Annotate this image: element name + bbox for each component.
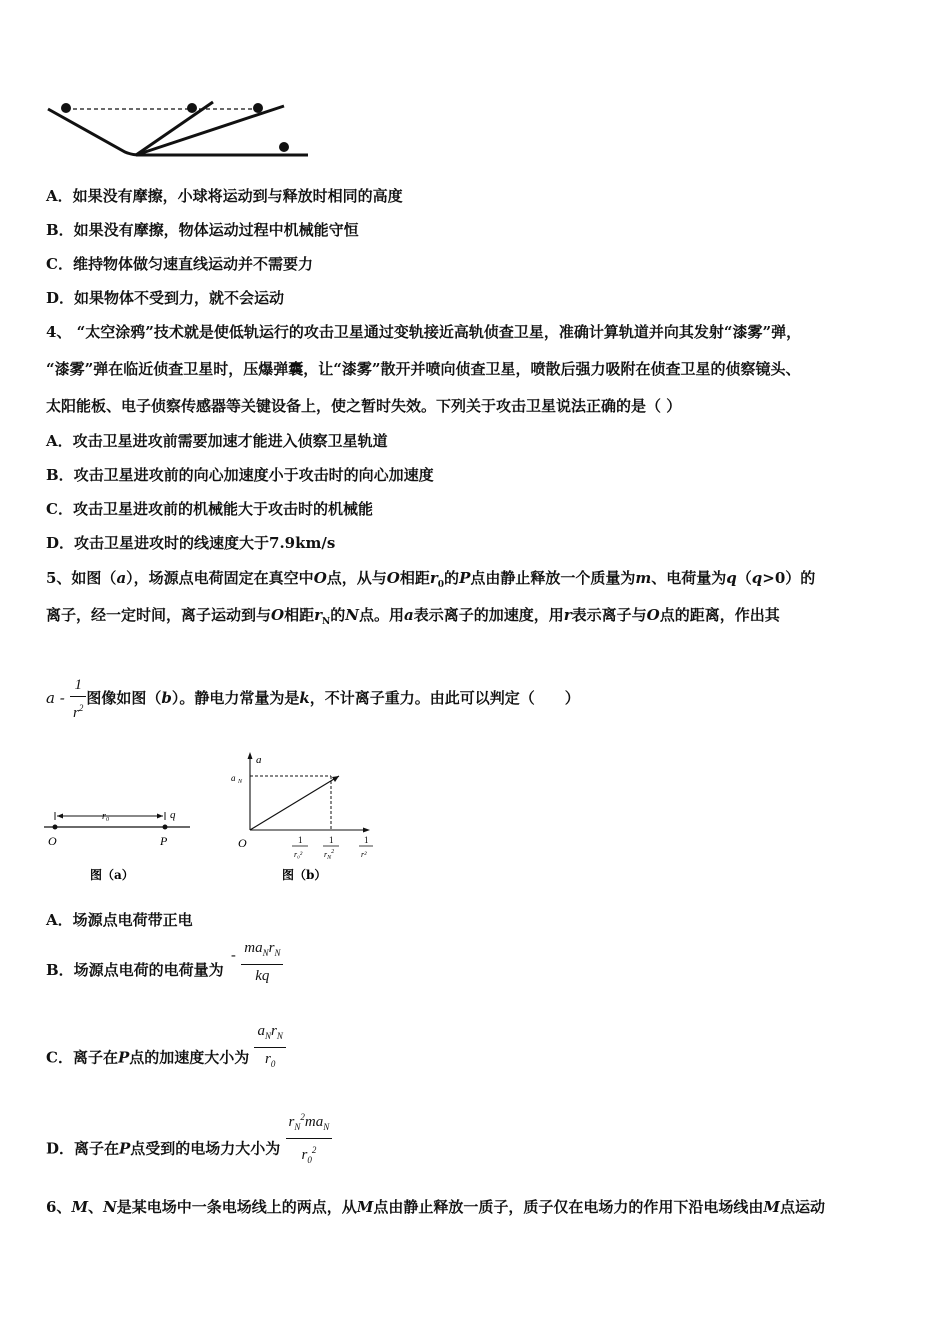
q3-option-c: C．维持物体做匀速直线运动并不需要力 — [46, 255, 313, 273]
q4-option-b: B．攻击卫星进攻前的向心加速度小于攻击时的向心加速度 — [46, 466, 434, 484]
svg-text:1: 1 — [329, 835, 334, 845]
q5-option-a: A．场源点电荷带正电 — [46, 911, 193, 929]
graph-line — [250, 776, 339, 830]
figure-a — [40, 798, 200, 890]
P-label: P — [160, 834, 168, 848]
q3-option-a: A．如果没有摩擦，小球将运动到与释放时相同的高度 — [46, 187, 403, 205]
q5-stem-line3: a - $\frac{1}{r^2}$ 图像如图（b）。静电力常量为是k，不计离子重力。由此可以判定（ ） — [46, 677, 580, 721]
svg-text:a: a — [231, 773, 236, 783]
q-label: q — [170, 809, 176, 821]
origin-label: O — [238, 836, 247, 850]
figure-b — [228, 748, 388, 890]
ball-ramp2 — [253, 103, 263, 113]
svg-text:N: N — [238, 779, 243, 785]
r0-label: r₀ — [102, 811, 110, 822]
svg-text:rN2: $r_N^2$ — [324, 849, 335, 861]
q5-option-c: C．离子在P点的加速度大小为 $\frac{a_Nr_N}{r_0}$ — [46, 1031, 286, 1084]
q4-option-c: C．攻击卫星进攻前的机械能大于攻击时的机械能 — [46, 500, 373, 518]
ball-start — [61, 103, 71, 113]
q5-option-d: D．离子在P点受到的电场力大小为 $\frac{r_N^2ma_N}{r_0^2}$ — [46, 1117, 332, 1180]
incline-ramps-figure — [40, 95, 320, 165]
O-label: O — [48, 834, 57, 848]
inverse-r-squared-fraction: $\frac{1}{r^2}$ — [70, 675, 86, 723]
q5-stem-line2: 离子，经一定时间，离子运动到与O相距$r_N$的N点。用a表示离子的加速度，用r表示离子与O点的距离，作出其 — [46, 606, 780, 627]
ball-flat — [279, 142, 289, 152]
a-axis-label: a — [256, 754, 262, 766]
svg-text:r²: r² — [361, 850, 367, 859]
q6-stem-line1: 6、M、N是某电场中一条电场线上的两点，从M点由静止释放一质子，质子仅在电场力的作用下沿电场线由M点运动 — [46, 1198, 826, 1216]
fig-b-caption: 图（b） — [282, 868, 327, 882]
q3-option-b: B．如果没有摩擦，物体运动过程中机械能守恒 — [46, 221, 359, 239]
q4-stem-line3: 太阳能板、电子侦察传感器等关键设备上，使之暂时失效。下列关于攻击卫星说法正确的是（ ） — [46, 397, 682, 415]
q4-stem-line2: “漆雾”弹在临近侦查卫星时，压爆弹囊，让“漆雾”散开并喷向侦查卫星，喷散后强力吸附在侦查卫星的侦察镜头、 — [46, 360, 801, 378]
ball-ramp1 — [187, 103, 197, 113]
svg-text:r₀²: r₀² — [294, 850, 303, 859]
q5-stem-line1: 5、如图（a），场源点电荷固定在真空中O点，从与O相距$r_0$的P点由静止释放一个质量为m、电荷量为q（q>0）的 — [46, 569, 816, 590]
q4-stem-line1: 4、 “太空涂鸦”技术就是使低轨运行的攻击卫星通过变轨接近高轨侦查卫星，准确计算轨道并向其发射“漆雾”弹， — [46, 323, 802, 341]
svg-text:1: 1 — [298, 835, 303, 845]
q5-option-b: B．场源点电荷的电荷量为 - $\frac{ma_Nr_N}{kq}$ — [46, 946, 283, 994]
svg-text:1: 1 — [364, 835, 369, 845]
q4-option-d: D．攻击卫星进攻时的线速度大于7.9km/s — [46, 534, 336, 552]
q4-option-a: A．攻击卫星进攻前需要加速才能进入侦察卫星轨道 — [46, 432, 388, 450]
q3-option-d: D．如果物体不受到力，就不会运动 — [46, 289, 285, 307]
fig-a-caption: 图（a） — [90, 868, 134, 882]
